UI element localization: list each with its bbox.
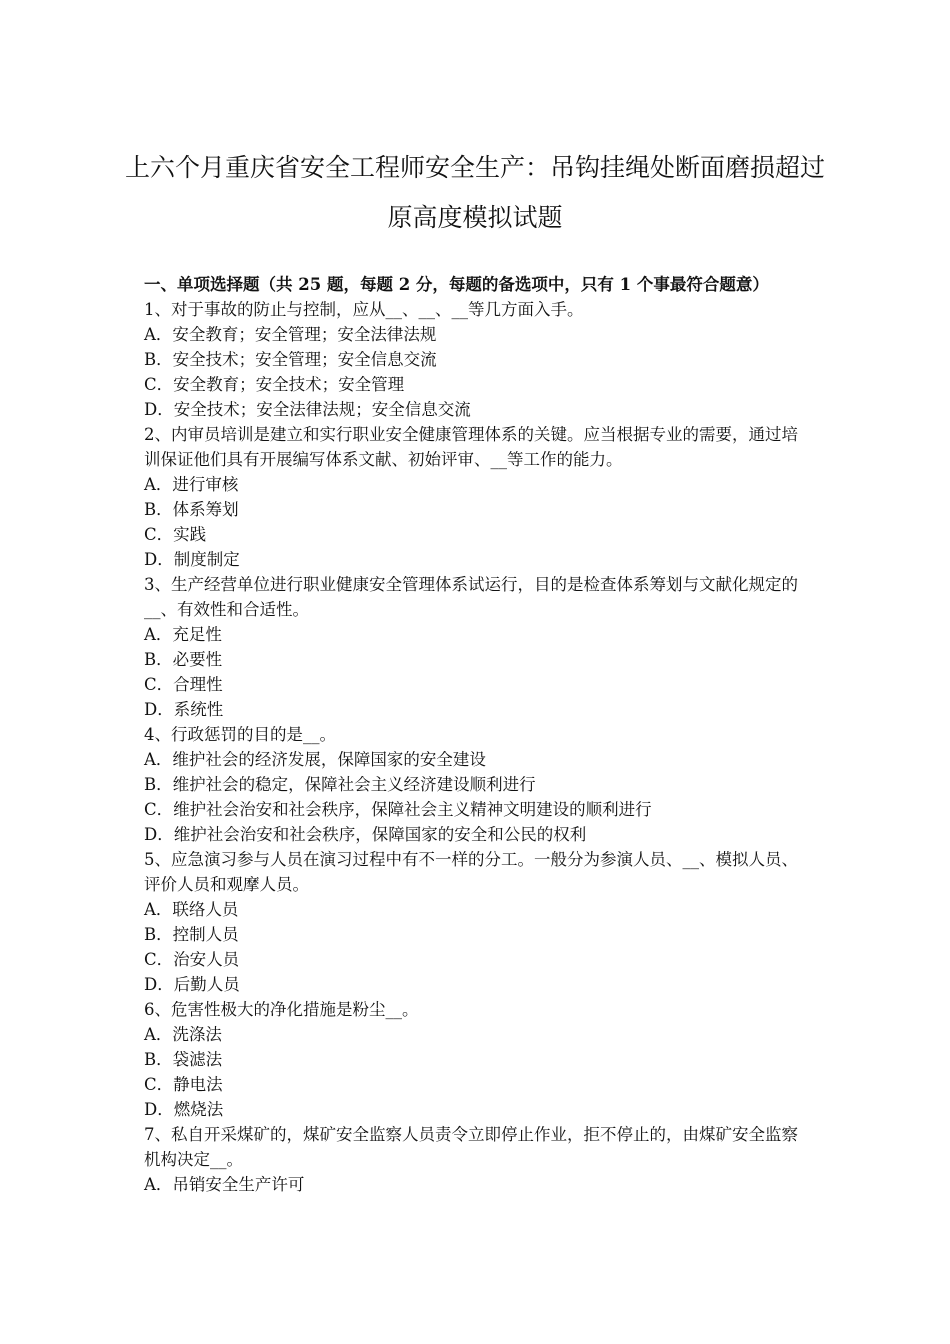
option-c: C．维护社会治安和社会秩序，保障社会主义精神文明建设的顺利进行	[144, 800, 652, 819]
option-c: C．治安人员	[144, 950, 240, 969]
option-a: A．洗涤法	[144, 1025, 222, 1044]
question-text: 5、应急演习参与人员在演习过程中有不一样的分工。一般分为参演人员、__、模拟人员、评价人员和观摩人员。	[144, 850, 798, 894]
option-b: B．必要性	[144, 650, 223, 669]
option-b: B．控制人员	[144, 925, 239, 944]
option-a: A．联络人员	[144, 900, 239, 919]
option-a: A．充足性	[144, 625, 222, 644]
question-4	[144, 722, 808, 847]
option-d: D．燃烧法	[144, 1100, 224, 1119]
question-2	[144, 422, 808, 572]
option-a: A．进行审核	[144, 475, 239, 494]
option-c: C．实践	[144, 525, 207, 544]
section-heading: 一、单项选择题（共 25 题，每题 2 分，每题的备选项中，只有 1 个事最符合题意）	[144, 275, 769, 294]
option-b: B．维护社会的稳定，保障社会主义经济建设顺利进行	[144, 775, 536, 794]
option-c: C．静电法	[144, 1075, 223, 1094]
question-3	[144, 572, 808, 722]
option-a: A．维护社会的经济发展，保障国家的安全建设	[144, 750, 486, 769]
question-7	[144, 1122, 808, 1197]
question-text: 2、内审员培训是建立和实行职业安全健康管理体系的关键。应当根据专业的需要，通过培训保证他们具有开展编写体系文献、初始评审、__等工作的能力。	[144, 425, 798, 469]
option-d: D．维护社会治安和社会秩序，保障国家的安全和公民的权利	[144, 825, 587, 844]
option-d: D．系统性	[144, 700, 224, 719]
option-d: D．安全技术；安全法律法规；安全信息交流	[144, 400, 471, 419]
option-c: C．合理性	[144, 675, 223, 694]
option-a: A．安全教育；安全管理；安全法律法规	[144, 325, 437, 344]
option-b: B．安全技术；安全管理；安全信息交流	[144, 350, 437, 369]
question-1	[144, 297, 808, 422]
question-text: 4、行政惩罚的目的是__。	[144, 725, 336, 744]
option-c: C．安全教育；安全技术；安全管理	[144, 375, 405, 394]
document-title: 上六个月重庆省安全工程师安全生产：吊钩挂绳处断面磨损超过原高度模拟试题	[124, 153, 825, 232]
question-text: 3、生产经营单位进行职业健康安全管理体系试运行，目的是检查体系筹划与文献化规定的__、有效性和合适性。	[144, 575, 798, 619]
option-d: D．后勤人员	[144, 975, 240, 994]
question-5	[144, 847, 808, 997]
option-a: A．吊销安全生产许可	[144, 1175, 305, 1194]
document-content	[144, 272, 808, 1197]
option-b: B．袋滤法	[144, 1050, 223, 1069]
question-text: 6、危害性极大的净化措施是粉尘__。	[144, 1000, 419, 1019]
question-text: 7、私自开采煤矿的，煤矿安全监察人员责令立即停止作业，拒不停止的，由煤矿安全监察机构决定__。	[144, 1125, 798, 1169]
option-b: B．体系筹划	[144, 500, 239, 519]
question-text: 1、对于事故的防止与控制，应从__、__、__等几方面入手。	[144, 300, 584, 319]
question-6	[144, 997, 808, 1122]
option-d: D．制度制定	[144, 550, 240, 569]
